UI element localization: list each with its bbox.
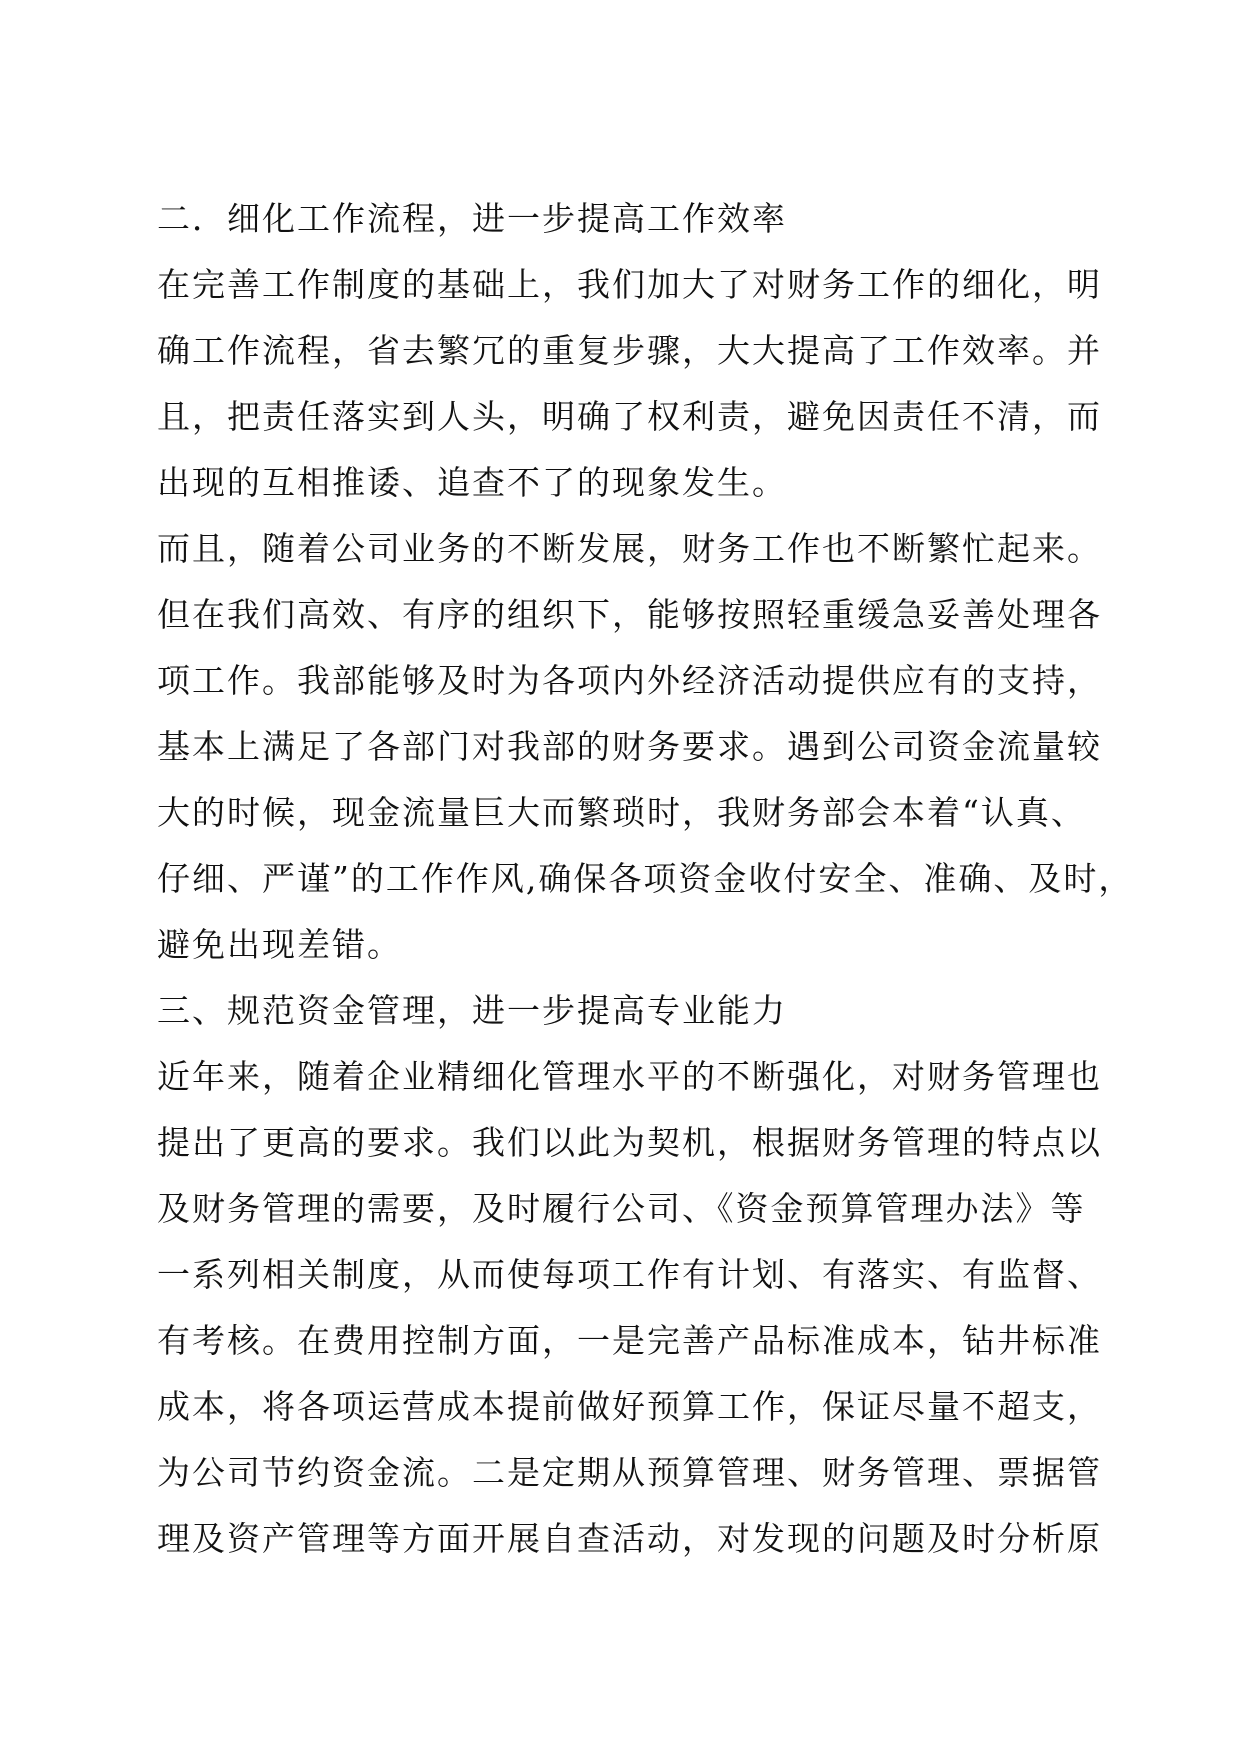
section-heading: 二．细化工作流程，进一步提高工作效率 [157,199,787,238]
paragraph-line: 近年来，随着企业精细化管理水平的不断强化，对财务管理也 [157,1057,1102,1096]
section-heading: 三、规范资金管理，进一步提高专业能力 [157,991,787,1030]
paragraph-line: 提出了更高的要求。我们以此为契机，根据财务管理的特点以 [157,1123,1102,1162]
paragraph-line: 而且，随着公司业务的不断发展，财务工作也不断繁忙起来。 [157,529,1102,568]
paragraph-line: 为公司节约资金流。二是定期从预算管理、财务管理、票据管 [157,1453,1102,1492]
paragraph-line: 理及资产管理等方面开展自查活动，对发现的问题及时分析原 [157,1519,1102,1558]
paragraph-line: 在完善工作制度的基础上，我们加大了对财务工作的细化，明 [157,265,1102,304]
paragraph-line: 一系列相关制度，从而使每项工作有计划、有落实、有监督、 [157,1255,1102,1294]
paragraph-line: 出现的互相推诿、追查不了的现象发生。 [157,463,787,502]
paragraph-line: 大的时候，现金流量巨大而繁琐时，我财务部会本着“认真、 [157,793,1086,832]
paragraph-line: 成本，将各项运营成本提前做好预算工作，保证尽量不超支， [157,1387,1102,1426]
paragraph-line: 但在我们高效、有序的组织下，能够按照轻重缓急妥善处理各 [157,595,1102,634]
paragraph-line: 且，把责任落实到人头，明确了权利责，避免因责任不清，而 [157,397,1102,436]
paragraph-line: 项工作。我部能够及时为各项内外经济活动提供应有的支持， [157,661,1102,700]
paragraph-line: 有考核。在费用控制方面，一是完善产品标准成本，钻井标准 [157,1321,1102,1360]
document-body [157,186,1134,1572]
paragraph-line: 仔细、严谨”的工作作风,确保各项资金收付安全、准确、及时， [157,859,1134,898]
paragraph-line: 避免出现差错。 [157,925,402,964]
paragraph-line: 确工作流程，省去繁冗的重复步骤，大大提高了工作效率。并 [157,331,1102,370]
paragraph-line: 基本上满足了各部门对我部的财务要求。遇到公司资金流量较 [157,727,1102,766]
paragraph-line: 及财务管理的需要，及时履行公司、《资金预算管理办法》等 [157,1189,1086,1228]
